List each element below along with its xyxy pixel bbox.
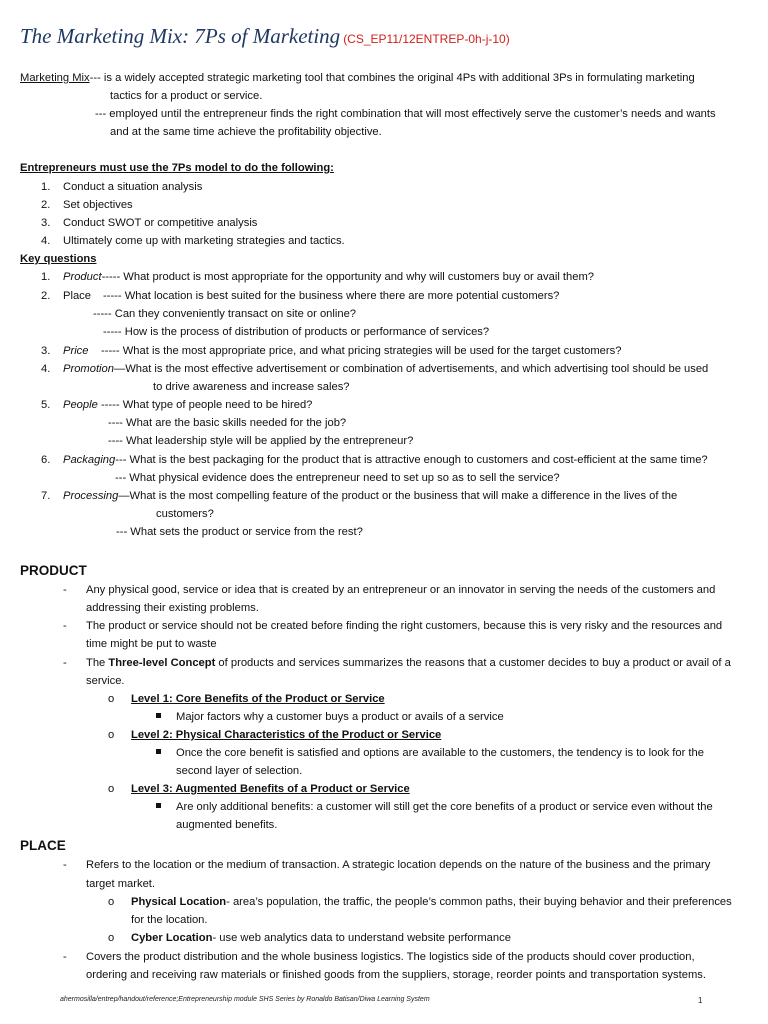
kq-text-processing: —What is the most compelling feature of the product or the business that will make a difference in the lives of the	[118, 490, 678, 502]
kq-text-packaging: --- What is the best packaging for the product that is attractive enough to customers and cost-efficient at the same time?	[115, 454, 708, 466]
kq-price-term: Price	[63, 345, 89, 357]
level-1-item: Major factors why a customer buys a product or avails of a service	[176, 711, 504, 723]
intro-line-1	[20, 71, 695, 85]
title-main: The Marketing Mix: 7Ps of Marketing	[20, 24, 341, 48]
must-use-item-3: Conduct SWOT or competitive analysis	[63, 217, 258, 229]
kq-processing-b: customers?	[156, 508, 214, 520]
kq-num-1: 1.	[41, 271, 51, 283]
kq-num-7: 7.	[41, 490, 51, 502]
circle-bullet: o	[108, 932, 115, 944]
page-number: 1	[698, 996, 703, 1005]
kq-num-6: 6.	[41, 454, 51, 466]
kq-packaging-b: --- What physical evidence does the entrepreneur need to set up so as to sell the service?	[115, 472, 560, 484]
square-bullet-icon	[156, 749, 161, 754]
circle-bullet: o	[108, 729, 115, 741]
must-use-item-1: Conduct a situation analysis	[63, 181, 203, 193]
square-bullet-icon	[156, 713, 161, 718]
circle-bullet: o	[108, 783, 115, 795]
must-use-item-2: Set objectives	[63, 199, 133, 211]
kq-term-processing: Processing	[63, 490, 119, 502]
p3-pre: The	[86, 657, 109, 669]
product-heading: PRODUCT	[20, 563, 87, 578]
kq-term-promotion: Promotion	[63, 363, 114, 375]
product-p3-a	[86, 656, 731, 670]
place-p1-a: Refers to the location or the medium of transaction. A strategic location depends on the nature of the business and the primary	[86, 859, 711, 871]
kq-packaging	[63, 453, 708, 467]
must-use-num-1: 1.	[41, 181, 51, 193]
kq-num-2: 2.	[41, 290, 51, 302]
kq-text-promotion: —What is the most effective advertisement or combination of advertisements, and which advertising tool should be used	[114, 363, 709, 375]
cyber-location	[131, 931, 511, 945]
key-questions-heading: Key questions	[20, 253, 97, 265]
kq-term-packaging: Packaging	[63, 454, 116, 466]
place-p2-b: ordering and receiving raw materials or finished goods from the suppliers, storage, reorder points and transportation systems.	[86, 969, 706, 981]
dash-marker: -	[63, 620, 67, 632]
term-cyber-location: Cyber Location	[131, 932, 213, 944]
kq-place-b: ----- Can they conveniently transact on site or online?	[93, 308, 357, 320]
level-3-item-a: Are only additional benefits: a customer will still get the core benefits of a product or service even without the	[176, 801, 713, 813]
must-use-heading: Entrepreneurs must use the 7Ps model to do the following:	[20, 162, 334, 174]
kq-place-term: Place	[63, 290, 91, 302]
level-3-heading: Level 3: Augmented Benefits of a Product or Service	[131, 783, 410, 795]
kq-num-5: 5.	[41, 399, 51, 411]
curriculum-code: (CS_EP11/12ENTREP-0h-j-10)	[343, 32, 510, 46]
footer-reference: ahermosilla/entrep/handout/reference;Entrepreneurship module SHS Series by Ronaldo Batisan/Diwa Learning System	[60, 996, 430, 1003]
level-3-item-b: augmented benefits.	[176, 819, 278, 831]
kq-product	[63, 270, 594, 284]
place-p2-a: Covers the product distribution and the whole business logistics. The logistics side of the products should cover production,	[86, 951, 695, 963]
intro-line-4: and at the same time achieve the profitability objective.	[110, 126, 382, 138]
kq-place-c: ----- How is the process of distribution of products or performance of services?	[103, 326, 490, 338]
kq-num-3: 3.	[41, 345, 51, 357]
product-p3-b: service.	[86, 675, 125, 687]
must-use-num-4: 4.	[41, 235, 51, 247]
kq-people	[63, 398, 312, 412]
product-p1-b: addressing their existing problems.	[86, 602, 259, 614]
kq-people-b: ---- What are the basic skills needed for the job?	[108, 417, 347, 429]
kq-place-text: ----- What location is best suited for the business where there are more potential customers?	[103, 290, 560, 302]
kq-text-product: ----- What product is most appropriate for the opportunity and why will customers buy or avail them?	[101, 271, 595, 283]
term-physical-location: Physical Location	[131, 896, 227, 908]
dash-marker: -	[63, 951, 67, 963]
product-p2-a: The product or service should not be created before finding the right customers, because this is very risky and the resources and	[86, 620, 723, 632]
kq-processing	[63, 489, 677, 503]
cyber-location-text: - use web analytics data to understand website performance	[212, 932, 511, 944]
level-2-heading: Level 2: Physical Characteristics of the Product or Service	[131, 729, 442, 741]
square-bullet-icon	[156, 803, 161, 808]
dash-marker: -	[63, 657, 67, 669]
kq-text-people: ----- What type of people need to be hired?	[100, 399, 313, 411]
kq-num-4: 4.	[41, 363, 51, 375]
physical-location-b: for the location.	[131, 914, 208, 926]
place-heading: PLACE	[20, 838, 66, 853]
kq-promotion	[63, 362, 708, 376]
kq-people-c: ---- What leadership style will be applied by the entrepreneur?	[108, 435, 414, 447]
term-three-level-concept: Three-level Concept	[108, 657, 216, 669]
circle-bullet: o	[108, 896, 115, 908]
product-p1-a: Any physical good, service or idea that is created by an entrepreneur or an innovator in serving the needs of the customers and	[86, 584, 716, 596]
place-p1-b: target market.	[86, 878, 156, 890]
kq-term-people: People	[63, 399, 98, 411]
level-1-heading: Level 1: Core Benefits of the Product or Service	[131, 693, 385, 705]
must-use-num-3: 3.	[41, 217, 51, 229]
product-p2-b: time might be put to waste	[86, 638, 217, 650]
dash-marker: -	[63, 584, 67, 596]
intro-text-1: --- is a widely accepted strategic marketing tool that combines the original 4Ps with additional 3Ps in formulating marketing	[89, 72, 695, 84]
level-2-item-a: Once the core benefit is satisfied and options are available to the customers, the tendency is to look for the	[176, 747, 704, 759]
p3-text: of products and services summarizes the reasons that a customer decides to buy a product or avail of a	[215, 657, 731, 669]
intro-line-3: --- employed until the entrepreneur finds the right combination that will most effectively serve the customer’s needs and wants	[95, 108, 716, 120]
kq-term-product: Product	[63, 271, 102, 283]
dash-marker: -	[63, 859, 67, 871]
kq-price-text: ----- What is the most appropriate price, and what pricing strategies will be used for the target customers?	[101, 345, 622, 357]
circle-bullet: o	[108, 693, 115, 705]
intro-line-2: tactics for a product or service.	[110, 90, 263, 102]
must-use-num-2: 2.	[41, 199, 51, 211]
kq-promotion-b: to drive awareness and increase sales?	[153, 381, 350, 393]
physical-location-text: - area’s population, the traffic, the people’s common paths, their buying behavior and their preferences	[226, 896, 732, 908]
document-title	[20, 24, 510, 49]
physical-location	[131, 895, 732, 909]
term-marketing-mix: Marketing Mix	[20, 72, 90, 84]
kq-processing-c: --- What sets the product or service from the rest?	[116, 526, 363, 538]
must-use-item-4: Ultimately come up with marketing strategies and tactics.	[63, 235, 345, 247]
level-2-item-b: second layer of selection.	[176, 765, 303, 777]
